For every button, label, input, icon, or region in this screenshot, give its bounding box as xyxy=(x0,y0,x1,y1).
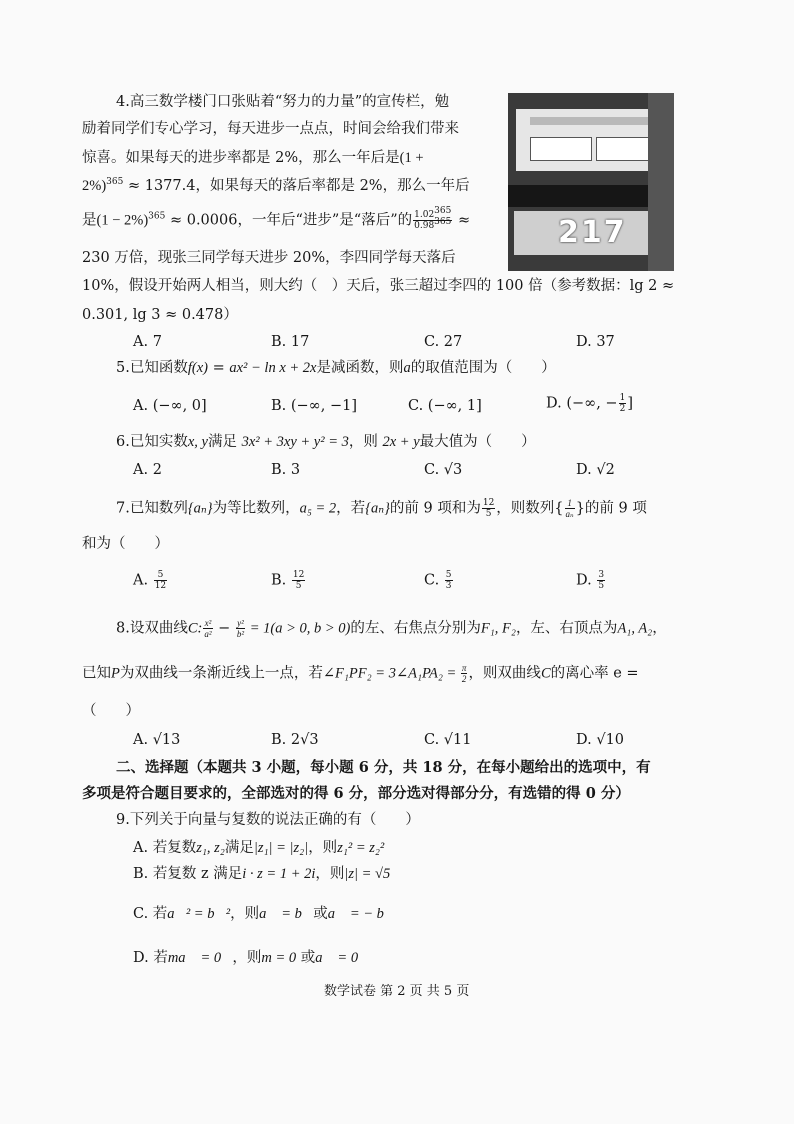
q7-stem: 7.已知数列{aₙ}为等比数列，a₅ = 2，若{aₙ}的前 9 项和为 $\frac{12}{5}$ ，则数列{ $\frac{1}{\text{aₙ}}$ }的前 9 项 xyxy=(116,498,647,519)
q4-line-1: 4.高三数学楼门口张贴着“努力的力量”的宣传栏，勉 xyxy=(116,94,450,110)
q9-option-c: C. 若a⃗² = b⃗²，则a⃗ = b⃗或a⃗ = − b⃗ xyxy=(133,906,396,922)
q5-stem: 5.已知函数f(x) = ax² − ln x + 2x是减函数，则a的取值范围为（ ） xyxy=(116,360,556,376)
q5-option-b: B. (−∞, −1] xyxy=(271,398,358,414)
q6-option-b: B. 3 xyxy=(271,462,301,478)
q6-option-c: C. √3 xyxy=(424,462,463,478)
photo-tree xyxy=(648,93,674,271)
q8-option-b: B. 2√3 xyxy=(271,732,319,748)
q8-stem-line-2: 已知P为双曲线一条渐近线上一点，若∠F₁PF₂ = 3∠A₁PA₂ = $\frac{\pi}{2}$ ，则双曲线C的离心率 e = xyxy=(82,663,639,684)
q8-option-a: A. √13 xyxy=(133,732,181,748)
q4-line-2: 励着同学们专心学习，每天进步一点点，时间会给我们带来 xyxy=(82,121,459,137)
q4-line-5: 是$(1 - 2\%)^{365} \approx 0.0006$，一年后“进步”是“落后”的 $\frac{1.02^{365}}{0.98^{365}}$ ≈ xyxy=(82,206,471,231)
q4-option-a: A. 7 xyxy=(133,334,162,350)
q8-stem-line-3: （ ） xyxy=(82,703,140,719)
photo-counter-number: 217 xyxy=(558,215,627,250)
photo-board xyxy=(516,109,664,171)
q5-option-c: C. (−∞, 1] xyxy=(408,398,482,414)
q7-stem-line-2: 和为（ ） xyxy=(82,536,169,552)
q6-option-d: D. √2 xyxy=(576,462,615,478)
motivation-board-photo xyxy=(508,93,674,271)
q7-option-b: B. $\frac{12}{5}$ xyxy=(271,570,305,591)
q4-option-d: D. 37 xyxy=(576,334,615,350)
q4-line-3: 惊喜。如果每天的进步率都是 2%，那么一年后是(1 + xyxy=(82,150,424,166)
q8-stem: 8.设双曲线C: $\frac{\text{x²}}{\text{a²}}$ − $\frac{\text{y²}}{\text{b²}}$ = 1(a > 0, b > 0)的左、右焦点分别为F₁, F₂，左、右顶点为A₁, A₂， xyxy=(116,618,667,639)
section-2-heading-line-2: 多项是符合题目要求的，全部选对的得 6 分，部分选对得部分分，有选错的得 0 分） xyxy=(82,785,630,802)
section-2-heading: 二、选择题（本题共 3 小题，每小题 6 分，共 18 分，在每小题给出的选项中，有 xyxy=(116,759,651,776)
q7-option-d: D. $\frac{3}{5}$ xyxy=(576,570,605,591)
q7-option-a: A. $\frac{5}{12}$ xyxy=(133,570,167,591)
q4-ratio-fraction: $\frac{1.02^{365}}{0.98^{365}}$ xyxy=(414,206,452,231)
photo-board-header xyxy=(530,117,650,125)
q4-line-7: 10%，假设开始两人相当，则大约（ ）天后，张三超过李四的 100 倍（参考数据：lg 2 ≈ xyxy=(82,278,675,294)
q7-option-c: C. $\frac{5}{3}$ xyxy=(424,570,452,591)
q4-option-b: B. 17 xyxy=(271,334,310,350)
q6-stem: 6.已知实数x, y满足 3x² + 3xy + y² = 3，则 2x + y最大值为（ ） xyxy=(116,434,536,450)
q9-option-a: A. 若复数z₁, z₂满足|z₁| = |z₂|，则z₁² = z₂² xyxy=(133,840,385,856)
q9-stem: 9.下列关于向量与复数的说法正确的有（ ） xyxy=(116,812,420,828)
q5-option-d: D. (−∞, − $\frac{1}{2}$ ] xyxy=(546,393,633,414)
q4-line-6: 230 万倍，现张三同学每天进步 20%，李四同学每天落后 xyxy=(82,250,456,266)
q4-line-4: 2%)$^{365}$ ≈ 1377.4，如果每天的落后率都是 2%，那么一年后 xyxy=(82,177,470,194)
q5-option-a: A. (−∞, 0] xyxy=(133,398,207,414)
q8-option-d: D. √10 xyxy=(576,732,625,748)
page-footer: 数学试卷 第 2 页 共 5 页 xyxy=(324,984,470,999)
q9-option-d: D. 若ma⃗ = 0⃗，则m = 0 或a⃗ = 0⃗ xyxy=(133,950,370,966)
q9-option-b: B. 若复数 z 满足i · z = 1 + 2i，则|z| = √5 xyxy=(133,866,391,882)
q6-option-a: A. 2 xyxy=(133,462,162,478)
photo-board-box-right xyxy=(596,137,656,161)
q8-option-c: C. √11 xyxy=(424,732,472,748)
q4-option-c: C. 27 xyxy=(424,334,463,350)
photo-board-box-left xyxy=(530,137,592,161)
q4-line-8: 0.301, lg 3 ≈ 0.478） xyxy=(82,307,238,323)
